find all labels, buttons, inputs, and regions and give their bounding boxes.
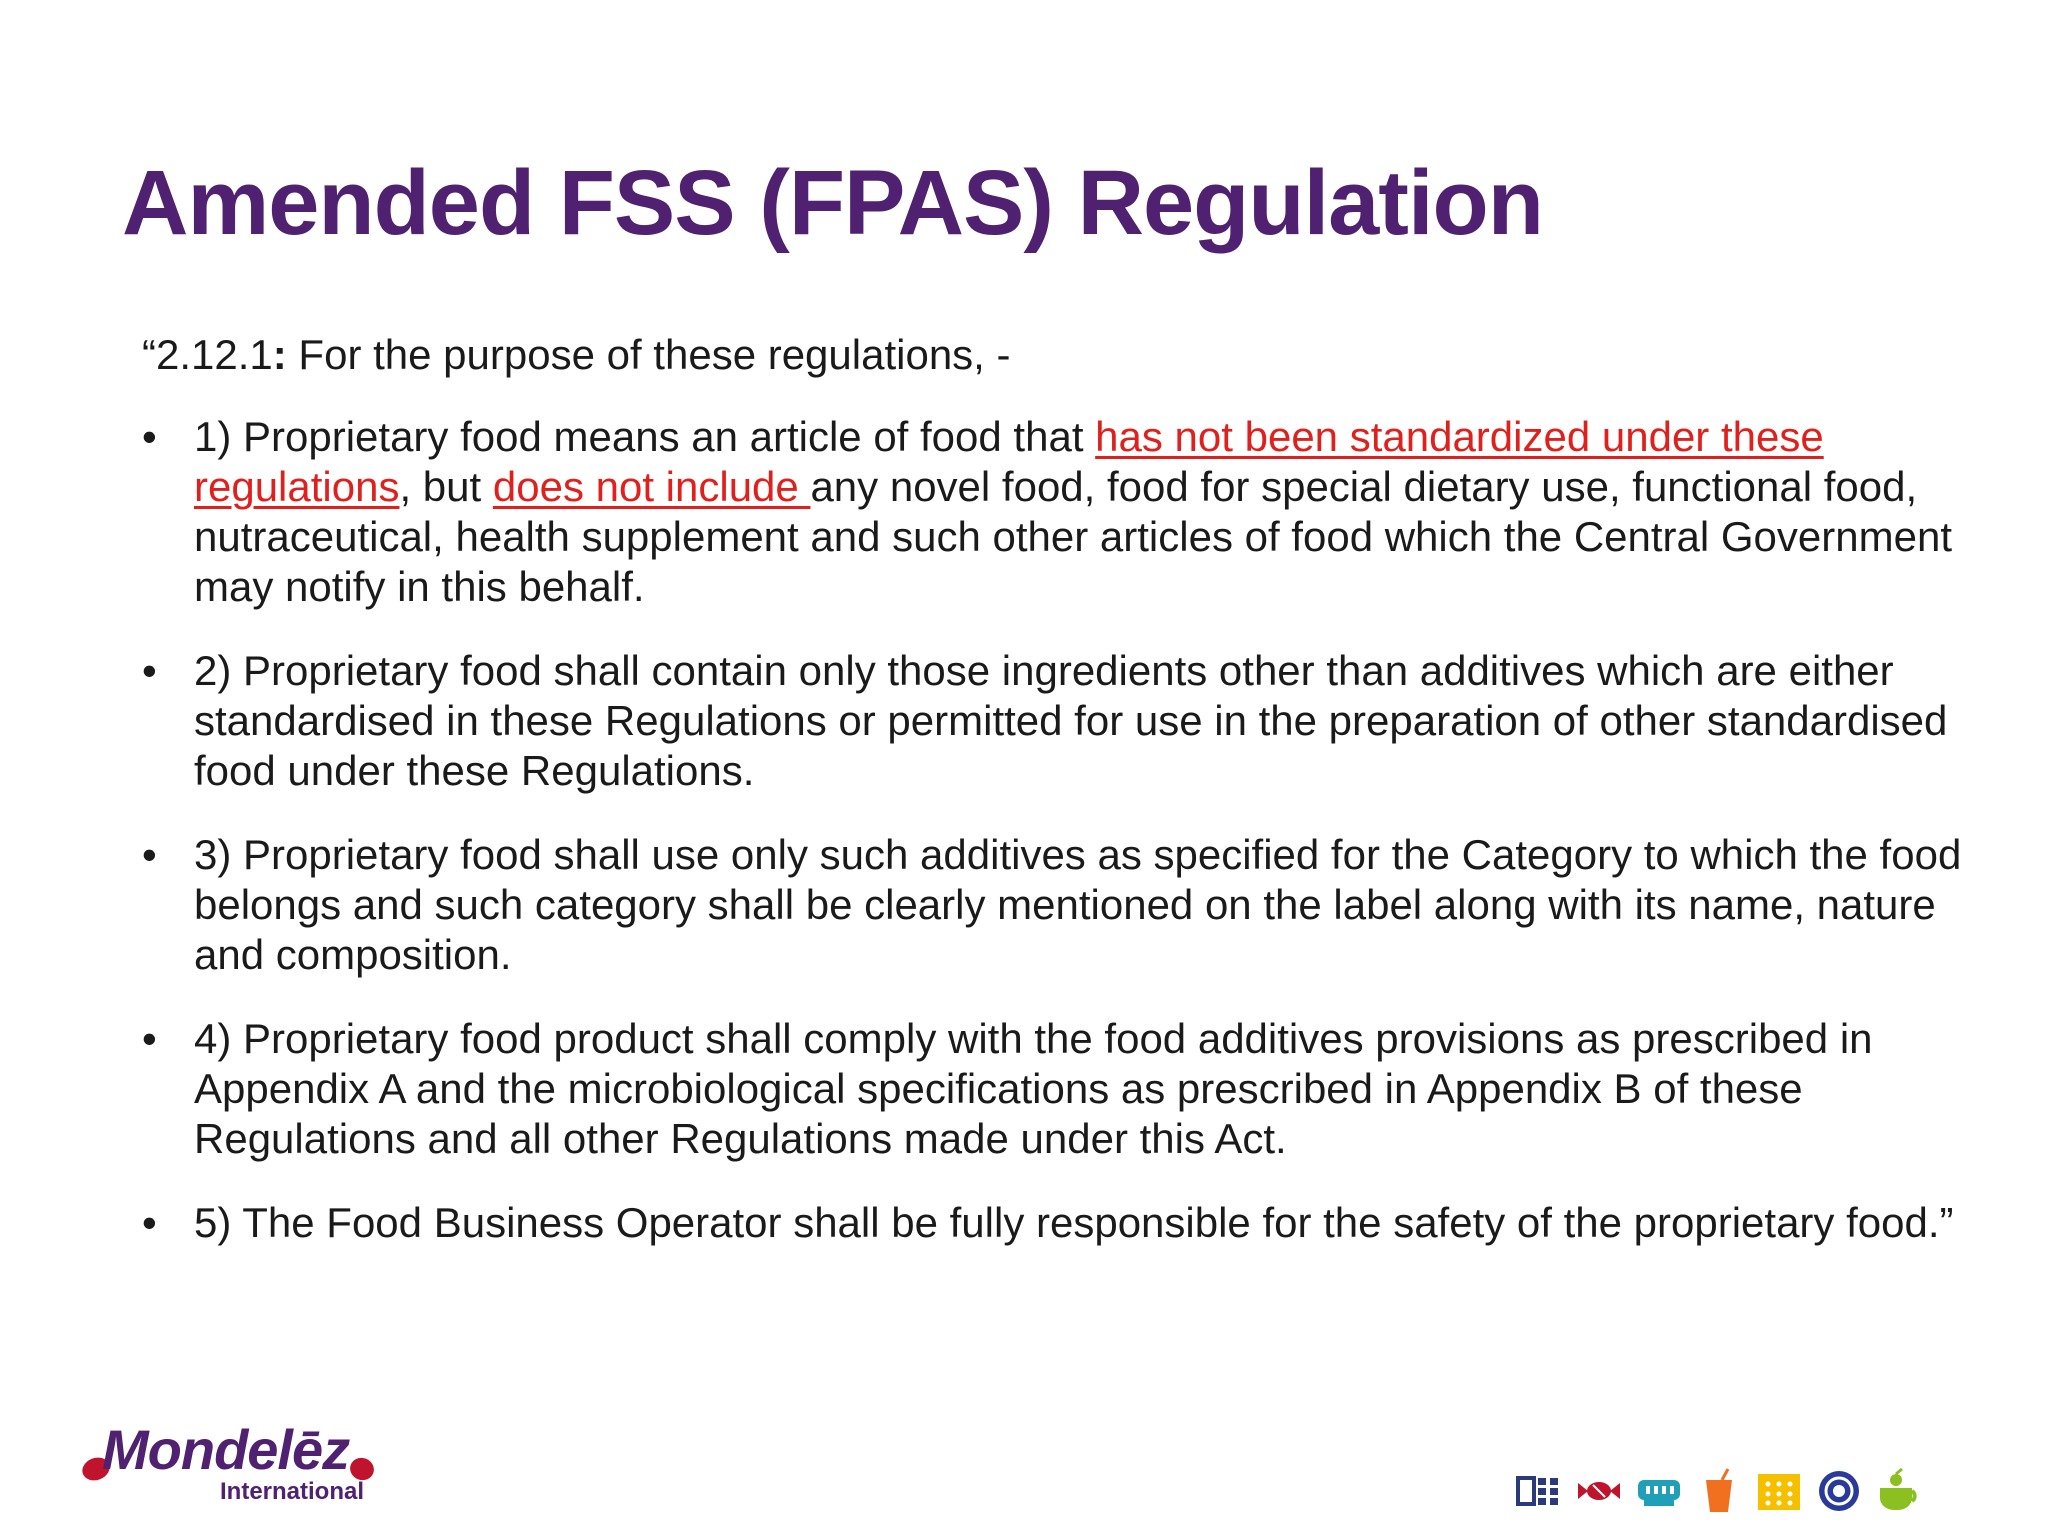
bullet-1-text-b: , but (399, 463, 493, 510)
coffee-icon (1816, 1468, 1862, 1514)
intro-text: For the purpose of these regulations, - (286, 331, 1011, 378)
intro-line (142, 330, 1011, 380)
bullet-2-text: 2) Proprietary food shall contain only those ingredients other than additives which are either standardised in these Regulations or permitted for use in the preparation of other standardised food under these Regulations. (194, 647, 1948, 794)
bullet-item-4 (142, 1014, 1962, 1164)
category-icons (1516, 1466, 1976, 1516)
bullet-5-text: 5) The Food Business Operator shall be fully responsible for the safety of the proprietary food.” (194, 1199, 1954, 1246)
bullet-1-text-c: any novel food, food for special dietary use, functional food, nutraceutical, health supplement and such other articles of food which the Central Government may notify in this behalf. (194, 463, 1952, 610)
highlight-not-standardized: has not been standardized under these regulations (194, 413, 1824, 510)
bullet-dot: • (142, 647, 157, 694)
bullet-dot: • (142, 1015, 157, 1062)
logo-subtext: International (220, 1478, 365, 1505)
bullet-1-text-a: 1) Proprietary food means an article of food that (194, 413, 1096, 460)
bullet-dot: • (142, 831, 157, 878)
beverage-icon (1696, 1468, 1742, 1514)
bullet-list (142, 412, 1962, 1282)
bullet-item-2 (142, 646, 1962, 796)
highlight-does-not-include: does not include (492, 463, 811, 510)
bullet-4-text: 4) Proprietary food product shall comply with the food additives provisions as prescribed in Appendix A and the microbiological specifications as prescribed in Appendix B of these Regulations and all other Regulations made under this Act. (194, 1015, 1873, 1162)
meal-icon (1876, 1468, 1922, 1514)
bullet-item-3 (142, 830, 1962, 980)
intro-prefix: “2.12.1 (142, 331, 273, 378)
bullet-3-text: 3) Proprietary food shall use only such additives as specified for the Category to which the food belongs and such category shall be clearly mentioned on the label along with its name, nature and composition. (194, 831, 1962, 978)
mondelez-logo (82, 1418, 402, 1510)
gum-icon (1636, 1468, 1682, 1514)
bullet-item-5 (142, 1198, 1962, 1248)
bullet-dot: • (142, 1199, 157, 1246)
intro-colon: : (272, 331, 287, 378)
cheese-icon (1756, 1468, 1802, 1514)
bullet-dot: • (142, 413, 157, 460)
candy-icon (1576, 1468, 1622, 1514)
slide-title: Amended FSS (FPAS) Regulation (122, 152, 1543, 254)
logo-wordmark: Mondelēz (102, 1418, 350, 1481)
biscuits-icon (1516, 1468, 1562, 1514)
bullet-item-1 (142, 412, 1962, 612)
